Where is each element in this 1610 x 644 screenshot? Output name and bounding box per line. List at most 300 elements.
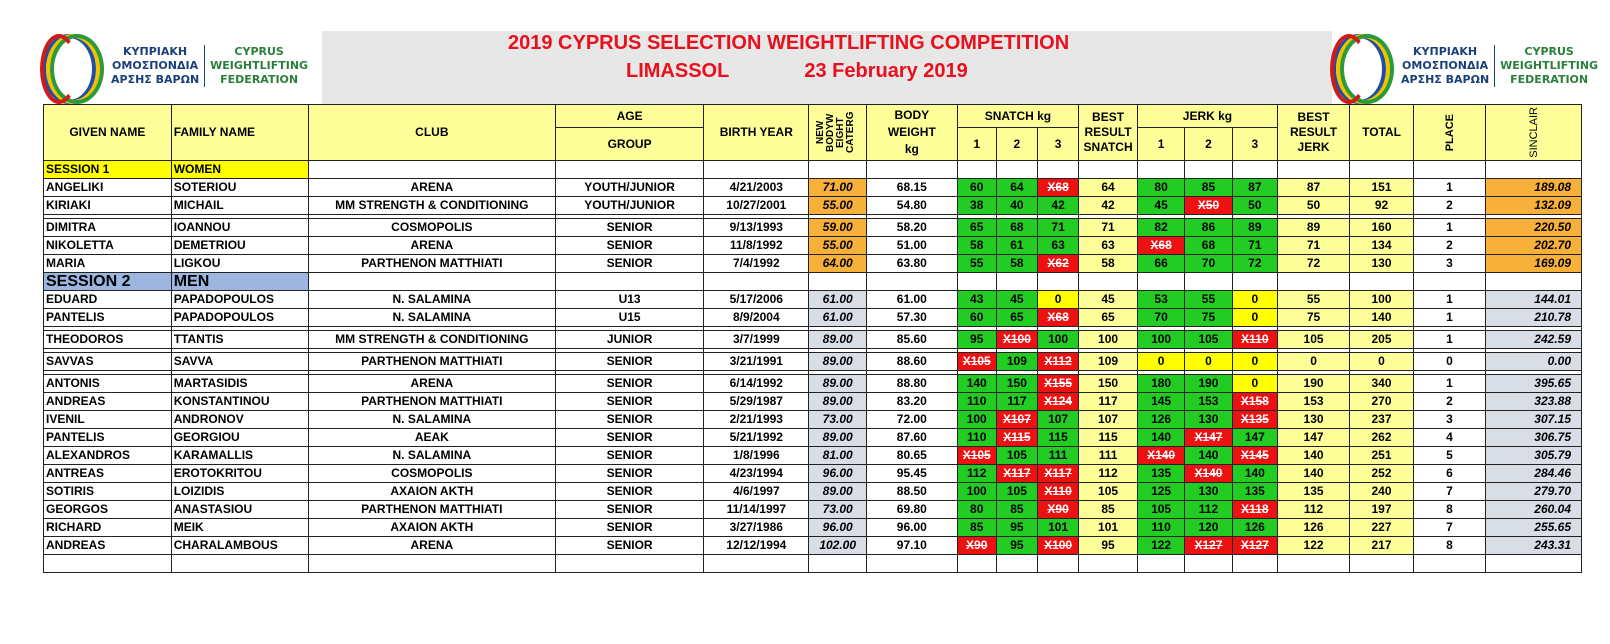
body-weight: 51.00 (867, 237, 958, 255)
jerk-attempt-3: 126 (1232, 519, 1277, 537)
body-weight: 68.15 (867, 179, 958, 197)
birth-year: 5/21/1992 (704, 429, 809, 447)
body-weight: 88.80 (867, 375, 958, 393)
best-jerk: 87 (1278, 179, 1350, 197)
empty-cell (957, 555, 996, 573)
col-family-name: FAMILY NAME (171, 105, 308, 161)
snatch-attempt-2: X107 (996, 411, 1037, 429)
jerk-attempt-1: 53 (1137, 291, 1184, 309)
total: 251 (1350, 447, 1414, 465)
jerk-attempt-3: 140 (1232, 465, 1277, 483)
best-snatch: 101 (1079, 519, 1138, 537)
club: ΑΧΑΙΟΝ ΑΚΤΗ (308, 483, 555, 501)
given-name: MARIA (44, 255, 172, 273)
col-jerk-1: 1 (1137, 128, 1184, 161)
family-name: PAPADOPOULOS (171, 291, 308, 309)
club: COSMOPOLIS (308, 465, 555, 483)
total: 0 (1350, 353, 1414, 371)
given-name: ANDREAS (44, 537, 172, 555)
session-group: MEN (171, 273, 308, 291)
col-club: CLUB (308, 105, 555, 161)
sinclair-score: 169.09 (1486, 255, 1582, 273)
body-weight: 58.20 (867, 219, 958, 237)
best-snatch: 64 (1079, 179, 1138, 197)
col-best-jerk: BEST RESULT JERK (1278, 105, 1350, 161)
given-name: DIMITRA (44, 219, 172, 237)
club: ARENA (308, 237, 555, 255)
empty-cell (171, 555, 308, 573)
best-jerk: 122 (1278, 537, 1350, 555)
place: 3 (1413, 411, 1485, 429)
family-name: SAVVA (171, 353, 308, 371)
jerk-attempt-3: X158 (1232, 393, 1277, 411)
snatch-attempt-2: 85 (996, 501, 1037, 519)
athlete-row (44, 309, 1582, 327)
club: ARENA (308, 375, 555, 393)
col-given-name: GIVEN NAME (44, 105, 172, 161)
age-group: SENIOR (555, 237, 703, 255)
place: 7 (1413, 483, 1485, 501)
empty-cell (1350, 273, 1414, 291)
jerk-attempt-3: 135 (1232, 483, 1277, 501)
jerk-attempt-1: 0 (1137, 353, 1184, 371)
empty-row (44, 555, 1582, 573)
best-jerk: 153 (1278, 393, 1350, 411)
snatch-attempt-3: X110 (1037, 483, 1078, 501)
body-weight: 63.80 (867, 255, 958, 273)
snatch-attempt-3: 0 (1037, 291, 1078, 309)
family-name: MEIK (171, 519, 308, 537)
bodyweight-category: 71.00 (809, 179, 867, 197)
snatch-attempt-2: X115 (996, 429, 1037, 447)
jerk-attempt-2: 105 (1185, 331, 1232, 349)
best-snatch: 117 (1079, 393, 1138, 411)
best-jerk: 0 (1278, 353, 1350, 371)
competition-date: 23 February 2019 (804, 60, 968, 82)
total: 205 (1350, 331, 1414, 349)
empty-cell (1137, 273, 1184, 291)
athlete-row (44, 537, 1582, 555)
body-weight: 88.50 (867, 483, 958, 501)
jerk-attempt-2: 75 (1185, 309, 1232, 327)
jerk-attempt-3: 0 (1232, 291, 1277, 309)
total: 252 (1350, 465, 1414, 483)
jerk-attempt-3: 71 (1232, 237, 1277, 255)
place: 2 (1413, 237, 1485, 255)
age-group: SENIOR (555, 501, 703, 519)
body-weight: 54.80 (867, 197, 958, 215)
club: MM STRENGTH & CONDITIONING (308, 197, 555, 215)
col-best-snatch: BEST RESULT SNATCH (1079, 105, 1138, 161)
snatch-attempt-1: 60 (957, 179, 996, 197)
snatch-attempt-3: X68 (1037, 309, 1078, 327)
place: 8 (1413, 537, 1485, 555)
athlete-row (44, 483, 1582, 501)
total: 92 (1350, 197, 1414, 215)
age-group: SENIOR (555, 483, 703, 501)
best-snatch: 112 (1079, 465, 1138, 483)
athlete-row (44, 447, 1582, 465)
given-name: SAVVAS (44, 353, 172, 371)
snatch-attempt-2: 95 (996, 519, 1037, 537)
best-snatch: 115 (1079, 429, 1138, 447)
empty-cell (1413, 555, 1485, 573)
body-weight: 80.65 (867, 447, 958, 465)
given-name: GEORGOS (44, 501, 172, 519)
empty-cell (1350, 161, 1414, 179)
jerk-attempt-2: 153 (1185, 393, 1232, 411)
club: PARTHENON MATTHIATI (308, 353, 555, 371)
bodyweight-category: 102.00 (809, 537, 867, 555)
club: N. SALAMINA (308, 447, 555, 465)
snatch-attempt-1: 140 (957, 375, 996, 393)
jerk-attempt-2: 112 (1185, 501, 1232, 519)
empty-cell (1137, 555, 1184, 573)
rings-emblem (40, 28, 100, 104)
federation-name: ΚΥΠΡΙΑΚΗ ΟΜΟΣΠΟΝΔΙΑ ΑΡΣΗΣ ΒΑΡΩΝ CYPRUS WEIGHTLIFTING FEDERATION (106, 45, 313, 87)
empty-cell (1486, 161, 1582, 179)
col-snatch-2: 2 (996, 128, 1037, 161)
best-snatch: 58 (1079, 255, 1138, 273)
col-snatch-3: 3 (1037, 128, 1078, 161)
empty-cell (1037, 555, 1078, 573)
session-label: SESSION 1 (44, 161, 172, 179)
best-snatch: 109 (1079, 353, 1138, 371)
competition-location-date (626, 60, 968, 83)
sinclair-score: 305.79 (1486, 447, 1582, 465)
athlete-row (44, 375, 1582, 393)
results-table (43, 104, 1582, 573)
club: ARENA (308, 537, 555, 555)
birth-year: 9/13/1993 (704, 219, 809, 237)
col-group: GROUP (555, 128, 703, 161)
place: 7 (1413, 519, 1485, 537)
col-sinclair: SINCLAIR (1486, 105, 1582, 161)
club: PARTHENON MATTHIATI (308, 255, 555, 273)
empty-cell (1232, 555, 1277, 573)
best-jerk: 140 (1278, 465, 1350, 483)
snatch-attempt-2: X100 (996, 331, 1037, 349)
jerk-attempt-3: X110 (1232, 331, 1277, 349)
jerk-attempt-3: 0 (1232, 353, 1277, 371)
jerk-attempt-2: 130 (1185, 411, 1232, 429)
birth-year: 3/27/1986 (704, 519, 809, 537)
empty-cell (308, 273, 555, 291)
best-snatch: 63 (1079, 237, 1138, 255)
jerk-attempt-1: 80 (1137, 179, 1184, 197)
col-new-category: NEW BODYW EIGHT CATERG (809, 105, 867, 161)
jerk-attempt-1: 82 (1137, 219, 1184, 237)
empty-cell (555, 555, 703, 573)
birth-year: 3/21/1991 (704, 353, 809, 371)
best-jerk: 105 (1278, 331, 1350, 349)
empty-cell (1278, 555, 1350, 573)
body-weight: 87.60 (867, 429, 958, 447)
place: 1 (1413, 309, 1485, 327)
body-weight: 95.45 (867, 465, 958, 483)
age-group: SENIOR (555, 447, 703, 465)
snatch-attempt-1: 112 (957, 465, 996, 483)
family-name: DEMETRIOU (171, 237, 308, 255)
club: ARENA (308, 179, 555, 197)
empty-cell (555, 161, 703, 179)
best-jerk: 89 (1278, 219, 1350, 237)
snatch-attempt-1: 43 (957, 291, 996, 309)
age-group: SENIOR (555, 411, 703, 429)
rings-emblem (1330, 28, 1390, 104)
place: 2 (1413, 197, 1485, 215)
athlete-row (44, 237, 1582, 255)
given-name: IVENIL (44, 411, 172, 429)
family-name: CHARALAMBOUS (171, 537, 308, 555)
empty-cell (1079, 161, 1138, 179)
total: 237 (1350, 411, 1414, 429)
snatch-attempt-2: 117 (996, 393, 1037, 411)
athlete-row (44, 197, 1582, 215)
empty-cell (996, 273, 1037, 291)
jerk-attempt-2: X147 (1185, 429, 1232, 447)
jerk-attempt-1: X140 (1137, 447, 1184, 465)
athlete-row (44, 411, 1582, 429)
jerk-attempt-1: X68 (1137, 237, 1184, 255)
body-weight: 88.60 (867, 353, 958, 371)
bodyweight-category: 89.00 (809, 483, 867, 501)
col-jerk-2: 2 (1185, 128, 1232, 161)
birth-year: 4/23/1994 (704, 465, 809, 483)
club: N. SALAMINA (308, 291, 555, 309)
body-weight: 72.00 (867, 411, 958, 429)
place: 1 (1413, 331, 1485, 349)
total: 240 (1350, 483, 1414, 501)
best-snatch: 107 (1079, 411, 1138, 429)
jerk-attempt-1: 125 (1137, 483, 1184, 501)
place: 5 (1413, 447, 1485, 465)
snatch-attempt-1: 85 (957, 519, 996, 537)
place: 1 (1413, 219, 1485, 237)
age-group: SENIOR (555, 255, 703, 273)
session-row (44, 161, 1582, 179)
birth-year: 3/7/1999 (704, 331, 809, 349)
club: PARTHENON MATTHIATI (308, 501, 555, 519)
empty-cell (867, 555, 958, 573)
snatch-attempt-2: 150 (996, 375, 1037, 393)
jerk-attempt-2: X50 (1185, 197, 1232, 215)
family-name: LOIZIDIS (171, 483, 308, 501)
birth-year: 4/21/2003 (704, 179, 809, 197)
empty-cell (1185, 555, 1232, 573)
jerk-attempt-3: 147 (1232, 429, 1277, 447)
empty-cell (1350, 555, 1414, 573)
club: PARTHENON MATTHIATI (308, 393, 555, 411)
empty-cell (1232, 161, 1277, 179)
birth-year: 11/8/1992 (704, 237, 809, 255)
snatch-attempt-3: 71 (1037, 219, 1078, 237)
snatch-attempt-3: X117 (1037, 465, 1078, 483)
snatch-attempt-2: 64 (996, 179, 1037, 197)
col-place: PLACE (1413, 105, 1485, 161)
family-name: IOANNOU (171, 219, 308, 237)
total: 197 (1350, 501, 1414, 519)
snatch-attempt-2: 109 (996, 353, 1037, 371)
birth-year: 12/12/1994 (704, 537, 809, 555)
family-name: KARAMALLIS (171, 447, 308, 465)
session-group: WOMEN (171, 161, 308, 179)
snatch-attempt-3: 115 (1037, 429, 1078, 447)
empty-cell (957, 161, 996, 179)
empty-cell (996, 161, 1037, 179)
col-jerk: JERK kg (1137, 105, 1277, 128)
jerk-attempt-1: 180 (1137, 375, 1184, 393)
best-jerk: 140 (1278, 447, 1350, 465)
bodyweight-category: 89.00 (809, 393, 867, 411)
snatch-attempt-3: X100 (1037, 537, 1078, 555)
jerk-attempt-3: 0 (1232, 375, 1277, 393)
best-jerk: 130 (1278, 411, 1350, 429)
body-weight: 57.30 (867, 309, 958, 327)
bodyweight-category: 89.00 (809, 331, 867, 349)
empty-cell (1079, 273, 1138, 291)
snatch-attempt-2: 105 (996, 483, 1037, 501)
jerk-attempt-2: 68 (1185, 237, 1232, 255)
club: MM STRENGTH & CONDITIONING (308, 331, 555, 349)
empty-cell (867, 161, 958, 179)
bodyweight-category: 96.00 (809, 519, 867, 537)
empty-cell (1486, 273, 1582, 291)
place: 1 (1413, 179, 1485, 197)
snatch-attempt-2: 105 (996, 447, 1037, 465)
bodyweight-category: 73.00 (809, 411, 867, 429)
empty-cell (1037, 161, 1078, 179)
col-jerk-3: 3 (1232, 128, 1277, 161)
family-name: TTANTIS (171, 331, 308, 349)
jerk-attempt-3: X135 (1232, 411, 1277, 429)
empty-cell (867, 273, 958, 291)
place: 4 (1413, 429, 1485, 447)
athlete-row (44, 429, 1582, 447)
club: AEAK (308, 429, 555, 447)
snatch-attempt-3: 101 (1037, 519, 1078, 537)
jerk-attempt-2: 140 (1185, 447, 1232, 465)
empty-cell (308, 555, 555, 573)
athlete-row (44, 331, 1582, 349)
age-group: SENIOR (555, 429, 703, 447)
jerk-attempt-3: 87 (1232, 179, 1277, 197)
family-name: ANASTASIOU (171, 501, 308, 519)
club: N. SALAMINA (308, 411, 555, 429)
family-name: PAPADOPOULOS (171, 309, 308, 327)
sinclair-score: 323.88 (1486, 393, 1582, 411)
sinclair-score: 260.04 (1486, 501, 1582, 519)
place: 1 (1413, 291, 1485, 309)
age-group: SENIOR (555, 465, 703, 483)
empty-cell (996, 555, 1037, 573)
birth-year: 8/9/2004 (704, 309, 809, 327)
birth-year: 5/17/2006 (704, 291, 809, 309)
bodyweight-category: 96.00 (809, 465, 867, 483)
sinclair-score: 189.08 (1486, 179, 1582, 197)
age-group: U13 (555, 291, 703, 309)
total: 270 (1350, 393, 1414, 411)
body-weight: 97.10 (867, 537, 958, 555)
best-snatch: 85 (1079, 501, 1138, 519)
given-name: PANTELIS (44, 429, 172, 447)
empty-cell (1413, 273, 1485, 291)
jerk-attempt-1: 140 (1137, 429, 1184, 447)
athlete-row (44, 465, 1582, 483)
total: 140 (1350, 309, 1414, 327)
snatch-attempt-1: 100 (957, 483, 996, 501)
best-jerk: 75 (1278, 309, 1350, 327)
snatch-attempt-1: 100 (957, 411, 996, 429)
best-jerk: 71 (1278, 237, 1350, 255)
jerk-attempt-1: 135 (1137, 465, 1184, 483)
snatch-attempt-1: 110 (957, 429, 996, 447)
athlete-row (44, 291, 1582, 309)
bodyweight-category: 61.00 (809, 309, 867, 327)
athlete-row (44, 219, 1582, 237)
jerk-attempt-1: 45 (1137, 197, 1184, 215)
club: COSMOPOLIS (308, 219, 555, 237)
family-name: MICHAIL (171, 197, 308, 215)
snatch-attempt-3: X62 (1037, 255, 1078, 273)
given-name: RICHARD (44, 519, 172, 537)
snatch-attempt-3: X90 (1037, 501, 1078, 519)
empty-cell (308, 161, 555, 179)
sinclair-score: 202.70 (1486, 237, 1582, 255)
best-jerk: 112 (1278, 501, 1350, 519)
sinclair-score: 0.00 (1486, 353, 1582, 371)
total: 227 (1350, 519, 1414, 537)
snatch-attempt-1: 60 (957, 309, 996, 327)
athlete-row (44, 501, 1582, 519)
sinclair-score: 243.31 (1486, 537, 1582, 555)
given-name: ANGELIKI (44, 179, 172, 197)
empty-cell (704, 161, 809, 179)
empty-cell (555, 273, 703, 291)
best-snatch: 71 (1079, 219, 1138, 237)
empty-cell (1079, 555, 1138, 573)
club: ΑΧΑΙΟΝ ΑΚΤΗ (308, 519, 555, 537)
snatch-attempt-2: 40 (996, 197, 1037, 215)
snatch-attempt-1: 65 (957, 219, 996, 237)
empty-cell (809, 555, 867, 573)
bodyweight-category: 64.00 (809, 255, 867, 273)
col-snatch: SNATCH kg (957, 105, 1079, 128)
col-birth-year: BIRTH YEAR (704, 105, 809, 161)
snatch-attempt-1: 55 (957, 255, 996, 273)
bodyweight-category: 59.00 (809, 219, 867, 237)
given-name: PANTELIS (44, 309, 172, 327)
jerk-attempt-3: 0 (1232, 309, 1277, 327)
jerk-attempt-2: 86 (1185, 219, 1232, 237)
bodyweight-category: 89.00 (809, 429, 867, 447)
given-name: ALEXANDROS (44, 447, 172, 465)
best-jerk: 126 (1278, 519, 1350, 537)
sinclair-score: 255.65 (1486, 519, 1582, 537)
competition-city: LIMASSOL (626, 60, 730, 82)
given-name: ANTONIS (44, 375, 172, 393)
total: 340 (1350, 375, 1414, 393)
body-weight: 83.20 (867, 393, 958, 411)
best-jerk: 50 (1278, 197, 1350, 215)
given-name: THEODOROS (44, 331, 172, 349)
best-snatch: 45 (1079, 291, 1138, 309)
age-group: SENIOR (555, 393, 703, 411)
col-age: AGE (555, 105, 703, 128)
jerk-attempt-1: 110 (1137, 519, 1184, 537)
given-name: ANDREAS (44, 393, 172, 411)
session-label: SESSION 2 (44, 273, 172, 291)
